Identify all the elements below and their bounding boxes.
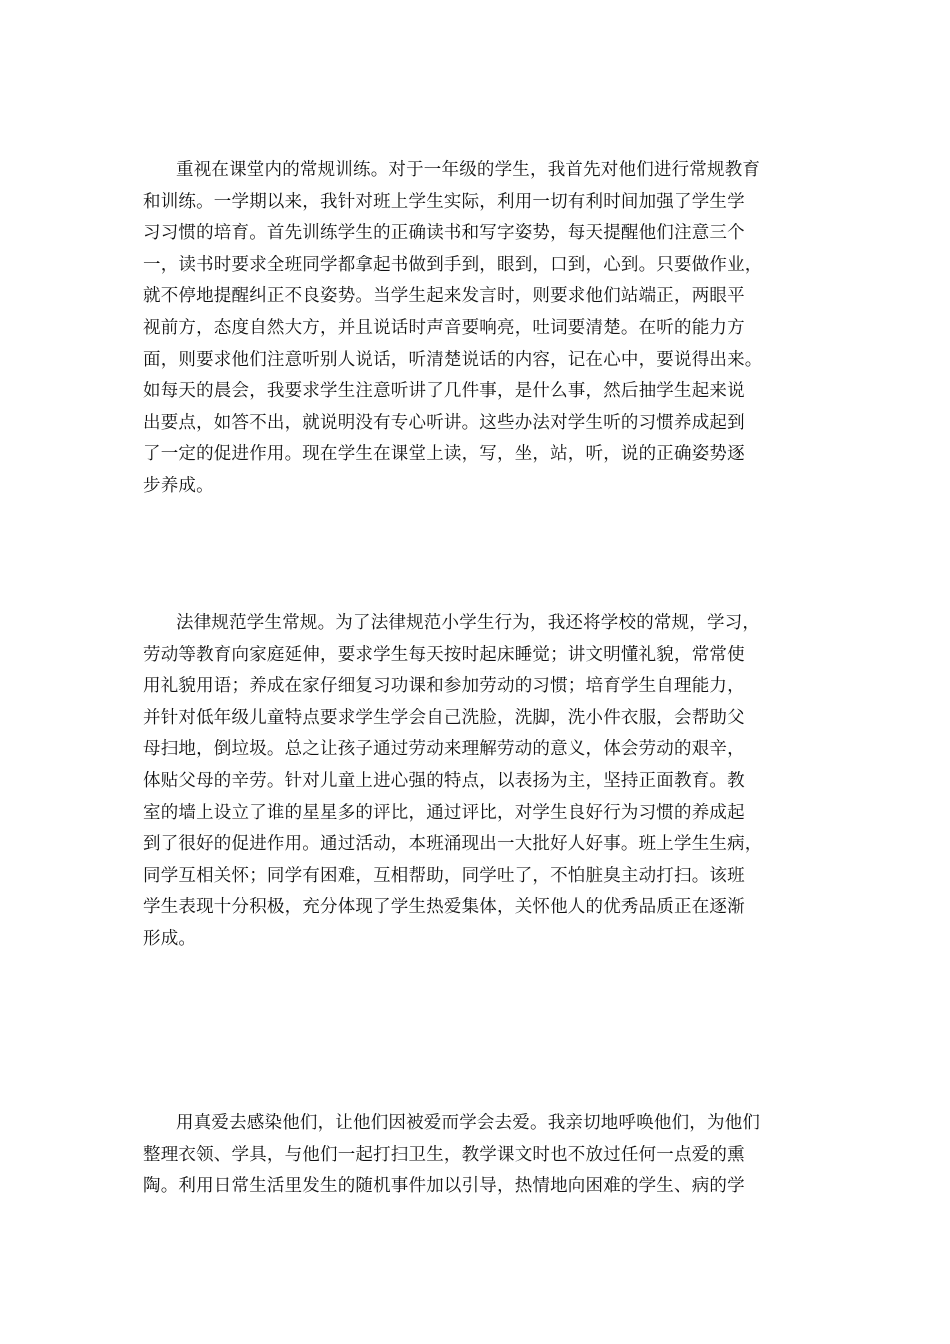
text-line: 并针对低年级儿童特点要求学生学会自己洗脸，洗脚，洗小件衣服，会帮助父 xyxy=(143,707,745,728)
text-line: 陶。利用日常生活里发生的随机事件加以引导，热情地向困难的学生、病的学 xyxy=(143,1176,745,1197)
text-line: 室的墙上设立了谁的星星多的评比，通过评比，对学生良好行为习惯的养成起 xyxy=(143,802,745,823)
text-line: 形成。 xyxy=(143,928,197,949)
text-line: 用礼貌用语；养成在家仔细复习功课和参加劳动的习惯；培育学生自理能力， xyxy=(143,676,745,697)
paragraph-love-education xyxy=(143,1108,807,1203)
text-line: 如每天的晨会，我要求学生注意听讲了几件事，是什么事，然后抽学生起来说 xyxy=(143,381,745,402)
text-line: 面，则要求他们注意听别人说话，听清楚说话的内容，记在心中，要说得出来。 xyxy=(143,349,763,370)
text-line: 法律规范学生常规。为了法律规范小学生行为，我还将学校的常规，学习， xyxy=(176,613,761,633)
paragraph-student-conduct xyxy=(143,608,807,956)
text-line: 用真爱去感染他们，让他们因被爱而学会去爱。我亲切地呼唤他们，为他们 xyxy=(176,1113,761,1133)
text-line: 重视在课堂内的常规训练。对于一年级的学生，我首先对他们进行常规教育 xyxy=(176,160,761,180)
text-line: 步养成。 xyxy=(143,475,214,496)
text-line: 整理衣领、学具，与他们一起打扫卫生，教学课文时也不放过任何一点爱的熏 xyxy=(143,1144,745,1165)
text-line: 学生表现十分积极，充分体现了学生热爱集体，关怀他人的优秀品质正在逐渐 xyxy=(143,897,745,918)
text-line: 劳动等教育向家庭延伸，要求学生每天按时起床睡觉；讲文明懂礼貌，常常使 xyxy=(143,644,745,665)
text-line: 了一定的促进作用。现在学生在课堂上读，写，坐，站，听，说的正确姿势逐 xyxy=(143,444,745,465)
text-line: 就不停地提醒纠正不良姿势。当学生起来发言时，则要求他们站端正，两眼平 xyxy=(143,286,745,307)
text-line: 体贴父母的辛劳。针对儿童上进心强的特点，以表扬为主，坚持正面教育。教 xyxy=(143,770,745,791)
text-line: 出要点，如答不出，就说明没有专心听讲。这些办法对学生听的习惯养成起到 xyxy=(143,412,745,433)
text-line: 一，读书时要求全班同学都拿起书做到手到，眼到，口到，心到。只要做作业， xyxy=(143,254,763,275)
text-line: 同学互相关怀；同学有困难，互相帮助，同学吐了，不怕脏臭主动打扫。该班 xyxy=(143,865,745,886)
text-line: 到了很好的促进作用。通过活动，本班涌现出一大批好人好事。班上学生生病， xyxy=(143,834,763,855)
paragraph-classroom-routine xyxy=(143,155,807,503)
text-line: 习习惯的培育。首先训练学生的正确读书和写字姿势，每天提醒他们注意三个 xyxy=(143,223,745,244)
text-line: 视前方，态度自然大方，并且说话时声音要响亮，吐词要清楚。在听的能力方 xyxy=(143,317,745,338)
text-line: 母扫地，倒垃圾。总之让孩子通过劳动来理解劳动的意义，体会劳动的艰辛， xyxy=(143,739,745,760)
text-line: 和训练。一学期以来，我针对班上学生实际，利用一切有利时间加强了学生学 xyxy=(143,191,745,212)
